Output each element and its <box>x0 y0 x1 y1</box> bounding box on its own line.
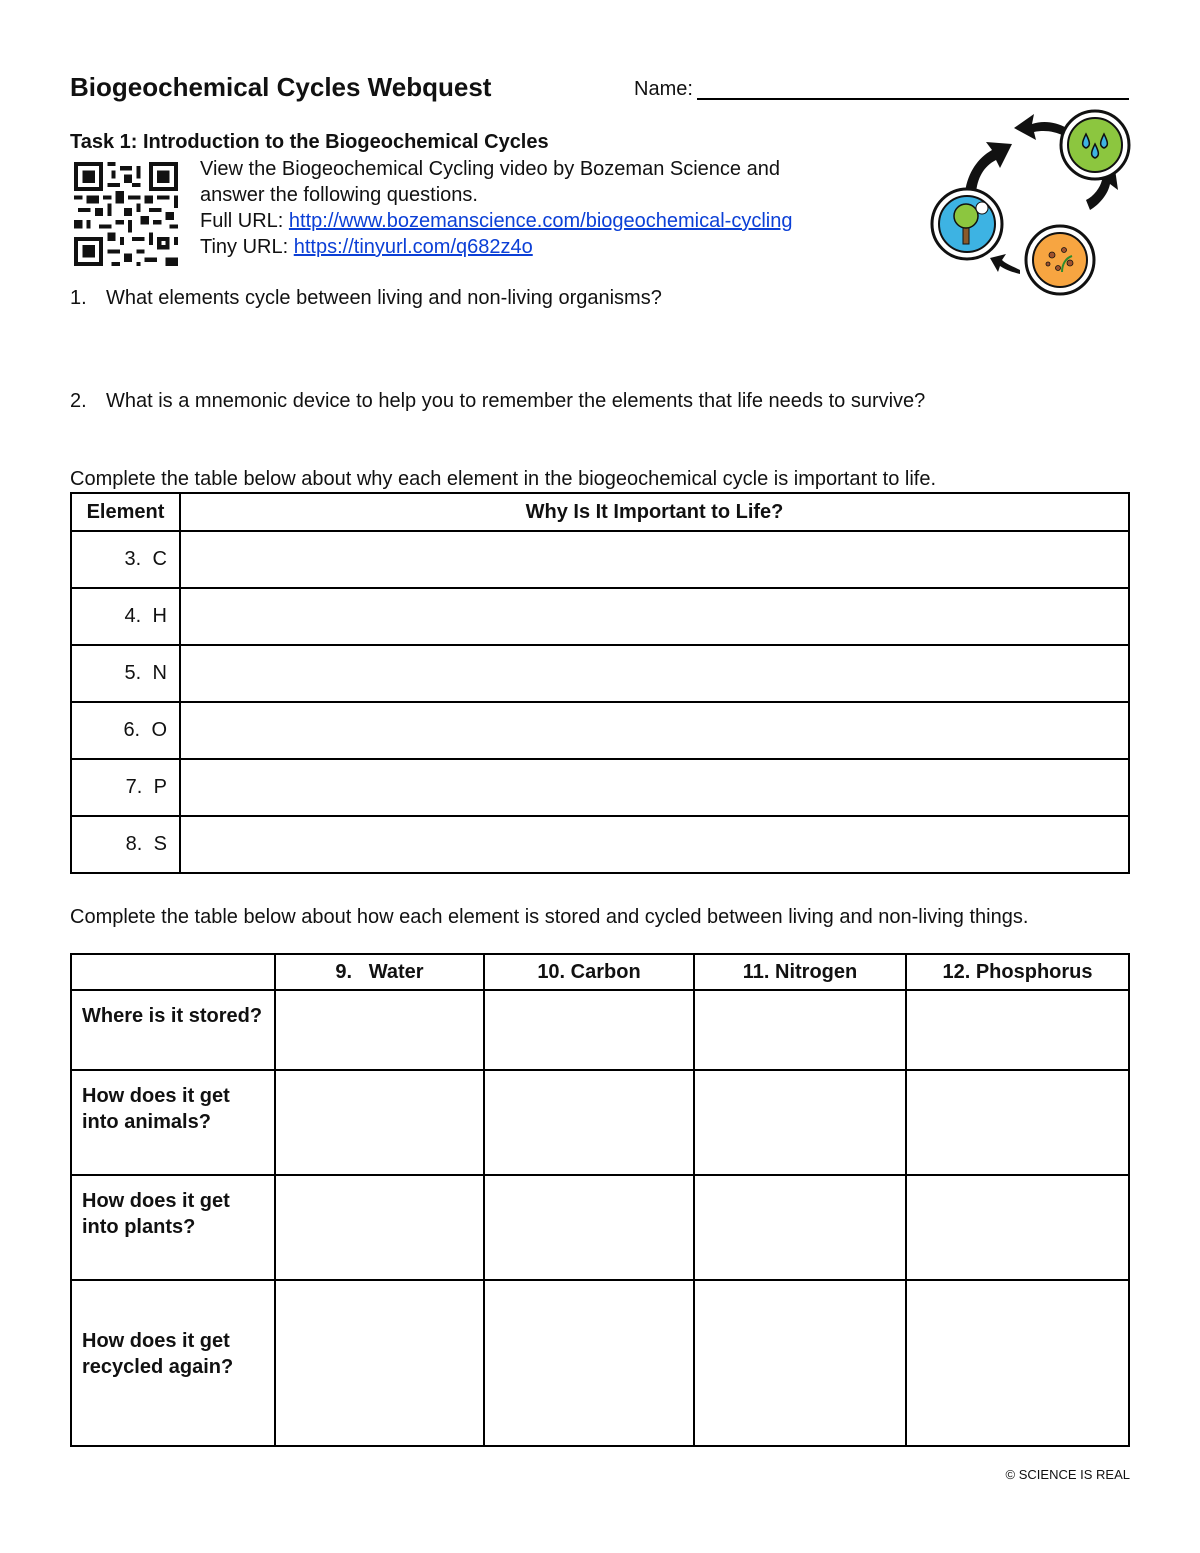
column-header: Why Is It Important to Life? <box>180 493 1129 531</box>
tiny-url-label: Tiny URL: <box>200 236 294 258</box>
table-header-row <box>71 493 1129 531</box>
qr-code-icon <box>74 162 178 266</box>
column-header: 12. Phosphorus <box>906 954 1129 990</box>
element-cell: 6. O <box>71 702 180 759</box>
answer-cell[interactable] <box>275 1280 484 1446</box>
table-row <box>71 588 1129 645</box>
table-row <box>71 1175 1129 1280</box>
element-importance-table <box>70 492 1130 874</box>
answer-cell[interactable] <box>906 990 1129 1070</box>
table-header-row <box>71 954 1129 990</box>
name-label: Name: <box>634 78 693 100</box>
full-url-link[interactable]: http://www.bozemanscience.com/biogeochemical-cycling <box>288 210 793 232</box>
column-header: Element <box>71 493 180 531</box>
element-cell: 3. C <box>71 531 180 588</box>
table-row <box>71 1070 1129 1175</box>
question-text: What is a mnemonic device to help you to remember the elements that life needs to survive? <box>106 390 926 412</box>
full-url-line <box>200 208 792 234</box>
table-row <box>71 990 1129 1070</box>
element-cycling-table <box>70 953 1130 1447</box>
question-1 <box>70 287 662 310</box>
table-row <box>71 759 1129 816</box>
element-cell: 7. P <box>71 759 180 816</box>
tiny-url-line <box>200 234 533 260</box>
element-cell: 8. S <box>71 816 180 873</box>
intro-text: View the Biogeochemical Cycling video by Bozeman Science and <box>200 158 780 180</box>
answer-cell[interactable] <box>906 1280 1129 1446</box>
full-url-label: Full URL: <box>200 210 289 232</box>
element-cell: 4. H <box>71 588 180 645</box>
answer-cell[interactable] <box>275 990 484 1070</box>
table-row <box>71 531 1129 588</box>
answer-cell[interactable] <box>275 1175 484 1280</box>
page-title: Biogeochemical Cycles Webquest <box>70 72 492 102</box>
answer-cell[interactable] <box>180 645 1129 702</box>
answer-cell[interactable] <box>180 588 1129 645</box>
answer-cell[interactable] <box>484 1070 694 1175</box>
question-number: 2. <box>70 390 87 412</box>
table-row <box>71 645 1129 702</box>
column-header <box>71 954 275 990</box>
biogeochemical-cycle-icon <box>920 100 1135 300</box>
intro-text: answer the following questions. <box>200 184 478 206</box>
answer-cell[interactable] <box>906 1175 1129 1280</box>
column-header: 11. Nitrogen <box>694 954 906 990</box>
column-header: 10. Carbon <box>484 954 694 990</box>
table-row <box>71 1280 1129 1446</box>
table-row <box>71 816 1129 873</box>
answer-cell[interactable] <box>694 990 906 1070</box>
task-heading: Task 1: Introduction to the Biogeochemical Cycles <box>70 131 549 153</box>
row-label: How does it get into animals? <box>71 1070 275 1175</box>
answer-cell[interactable] <box>694 1280 906 1446</box>
question-number: 1. <box>70 287 87 309</box>
table-row <box>71 702 1129 759</box>
answer-cell[interactable] <box>484 990 694 1070</box>
answer-cell[interactable] <box>906 1070 1129 1175</box>
answer-cell[interactable] <box>484 1280 694 1446</box>
question-text: What elements cycle between living and non-living organisms? <box>106 287 662 309</box>
answer-cell[interactable] <box>694 1175 906 1280</box>
answer-cell[interactable] <box>275 1070 484 1175</box>
copyright-footer: © SCIENCE IS REAL <box>1005 1467 1130 1482</box>
question-2 <box>70 390 925 413</box>
row-label: Where is it stored? <box>71 990 275 1070</box>
column-header: 9. Water <box>275 954 484 990</box>
answer-cell[interactable] <box>180 816 1129 873</box>
table1-caption: Complete the table below about why each element in the biogeochemical cycle is important to life. <box>70 468 937 490</box>
answer-cell[interactable] <box>180 531 1129 588</box>
answer-cell[interactable] <box>180 759 1129 816</box>
table2-caption: Complete the table below about how each element is stored and cycled between living and non-living things. <box>70 906 1029 928</box>
element-cell: 5. N <box>71 645 180 702</box>
answer-cell[interactable] <box>180 702 1129 759</box>
answer-cell[interactable] <box>484 1175 694 1280</box>
row-label: How does it get recycled again? <box>71 1280 275 1446</box>
row-label: How does it get into plants? <box>71 1175 275 1280</box>
answer-cell[interactable] <box>694 1070 906 1175</box>
tiny-url-link[interactable]: https://tinyurl.com/q682z4o <box>293 236 533 258</box>
